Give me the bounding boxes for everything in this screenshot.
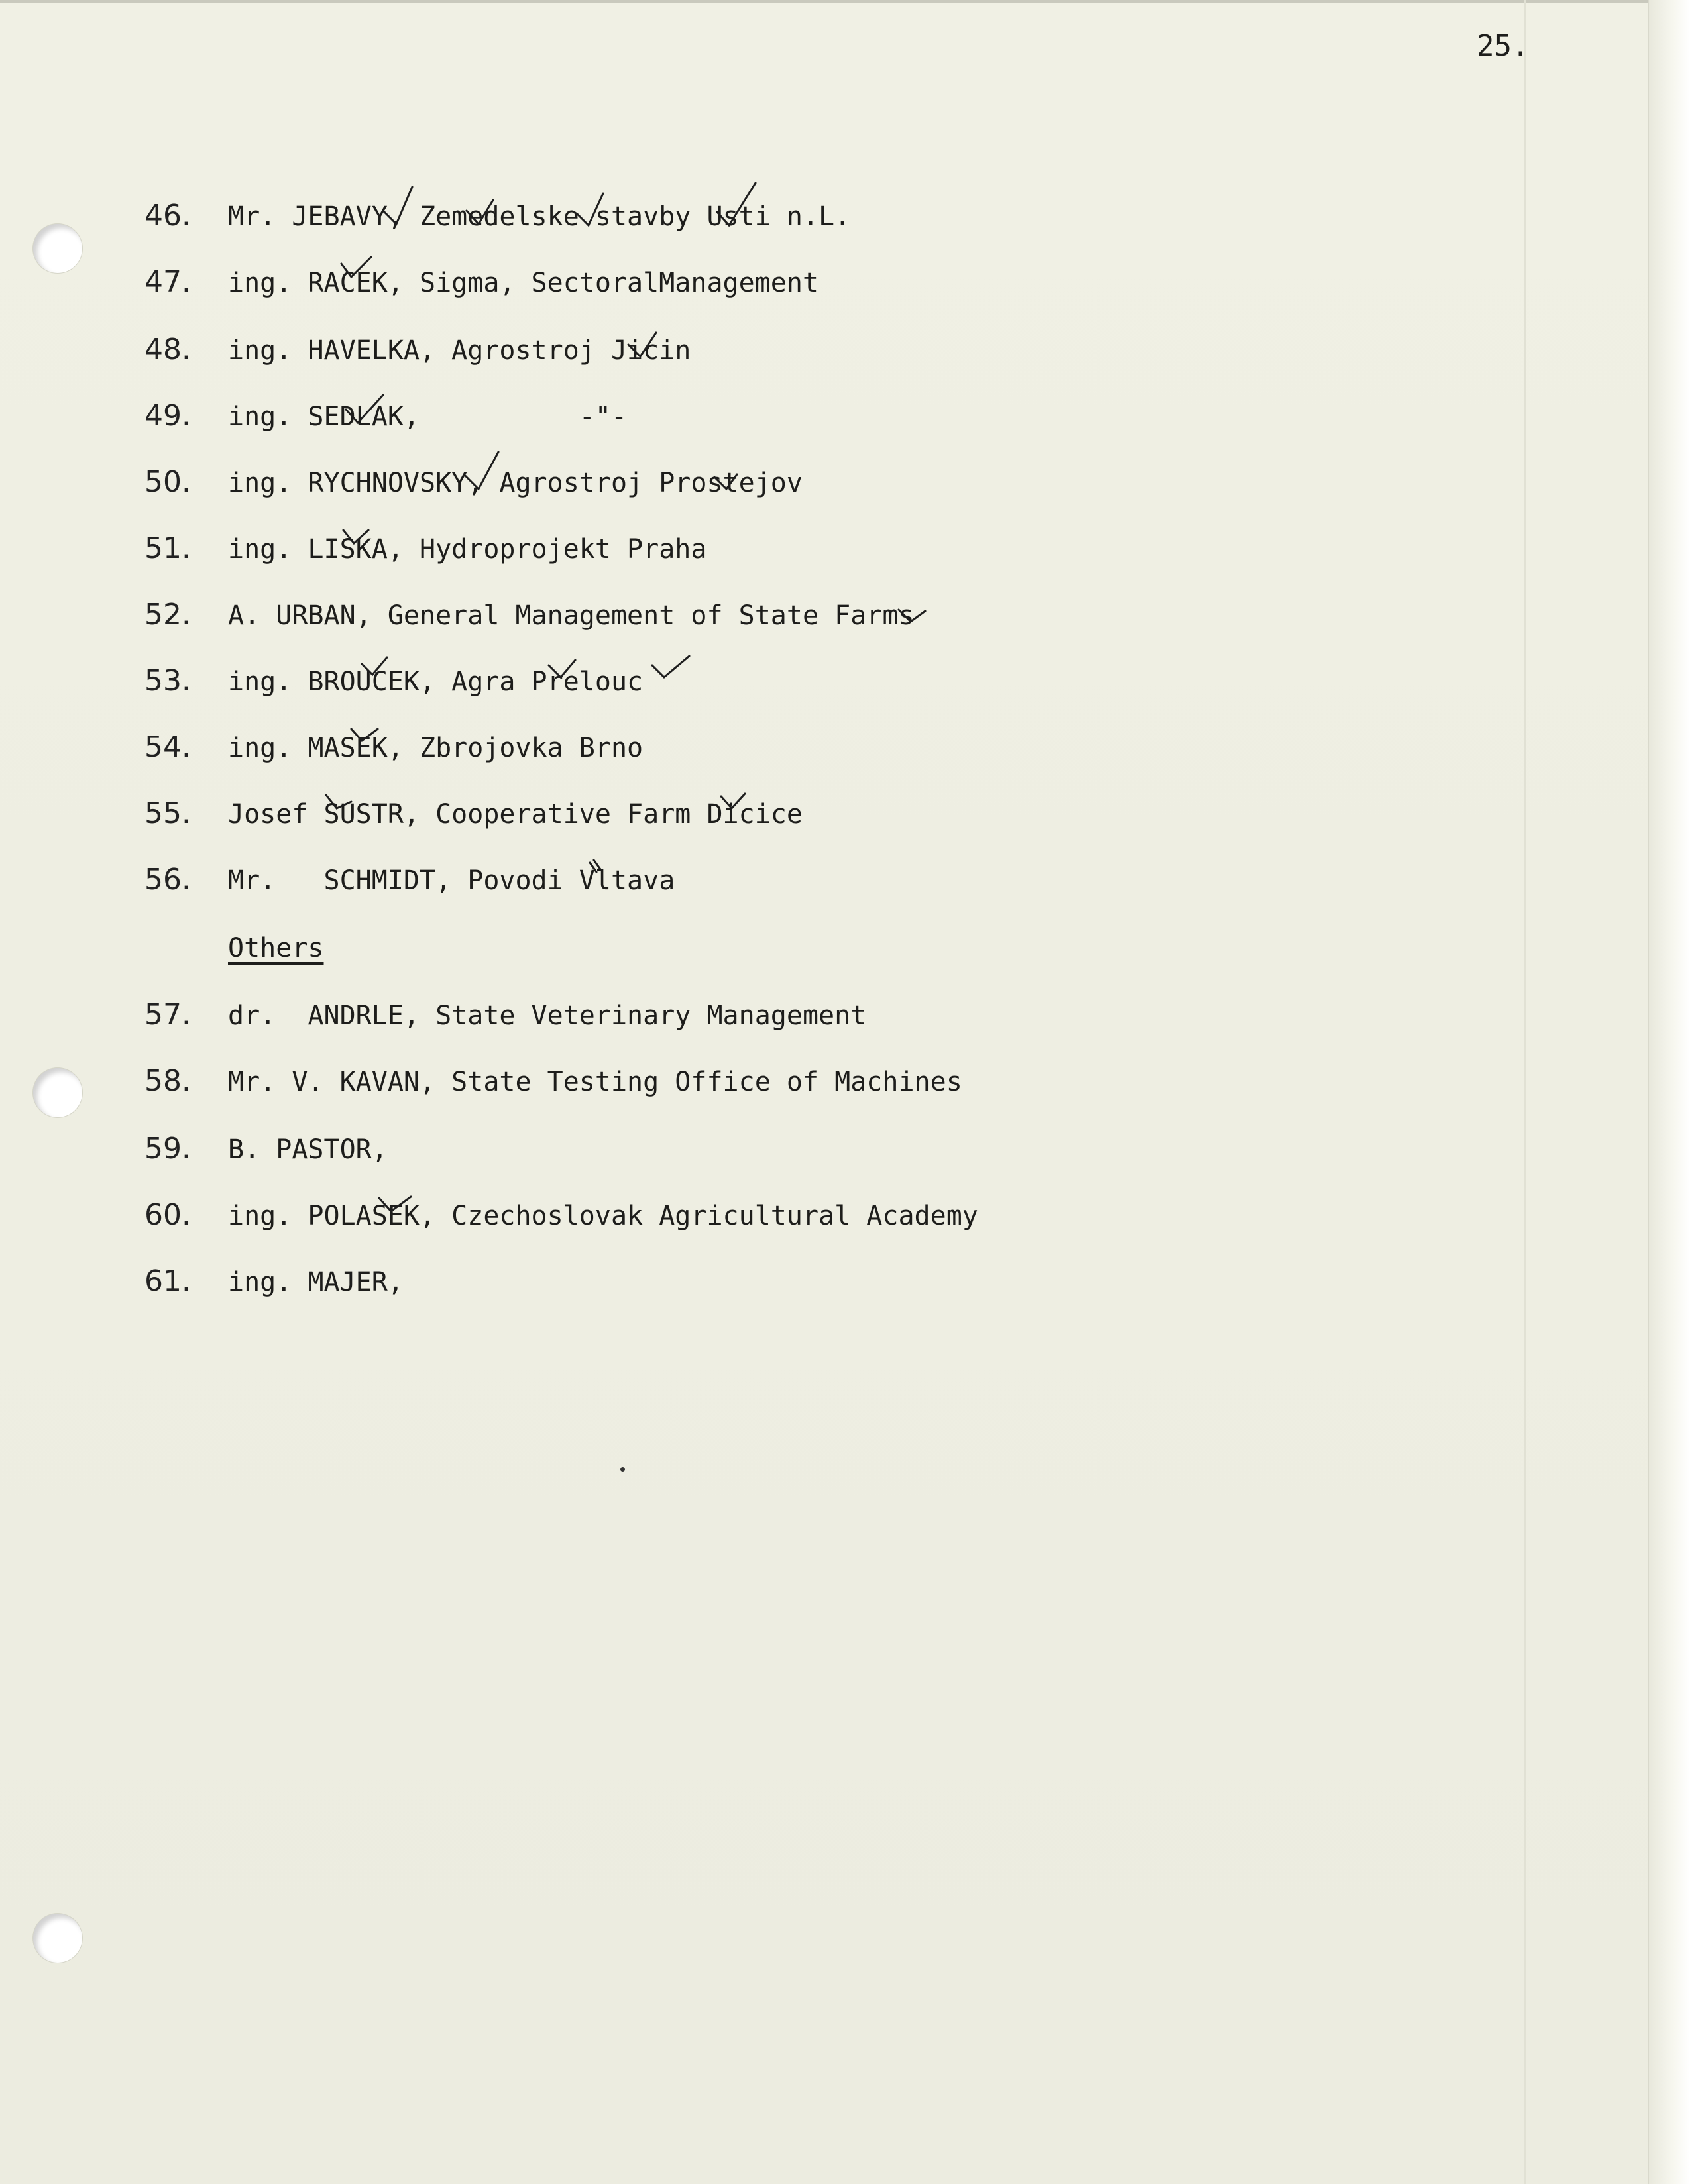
item-number: 55.: [144, 796, 191, 830]
others-heading: Others: [228, 933, 324, 963]
item-number: 48.: [144, 333, 191, 366]
list-item: [144, 1132, 388, 1169]
item-number: 57.: [144, 998, 191, 1032]
item-text: ing. LISKA, Hydroprojekt Praha: [228, 534, 707, 565]
item-text: B. PASTOR,: [228, 1134, 388, 1165]
item-text: ing. MAJER,: [228, 1267, 404, 1297]
inner-paper-edge: [1524, 0, 1526, 2184]
item-number: 50.: [144, 465, 191, 499]
list-item: [144, 199, 850, 236]
list-item: [144, 265, 818, 302]
item-text: ing. POLASEK, Czechoslovak Agricultural Academy: [228, 1201, 978, 1231]
item-number: 47.: [144, 265, 191, 299]
item-number: 56.: [144, 863, 191, 897]
item-number: 46.: [144, 199, 191, 233]
ink-speck: [620, 1467, 625, 1472]
item-text: ing. BROUCEK, Agra Prelouc: [228, 667, 644, 697]
item-text: ing. SEDLAK, -"-: [228, 402, 628, 432]
list-item: [144, 1198, 978, 1235]
top-paper-edge: [0, 0, 1690, 3]
item-number: 59.: [144, 1132, 191, 1166]
item-text: ing. HAVELKA, Agrostroj Jicin: [228, 335, 691, 366]
item-number: 60.: [144, 1198, 191, 1232]
item-number: 61.: [144, 1264, 191, 1298]
list-item: [144, 399, 627, 436]
item-number: 52.: [144, 598, 191, 631]
punch-hole-top: [33, 224, 82, 273]
item-text: dr. ANDRLE, State Veterinary Management: [228, 1001, 867, 1031]
list-item: [144, 1064, 962, 1101]
item-text: Mr. JEBAVY, Zemedelske stavby Usti n.L.: [228, 201, 851, 232]
punch-hole-bottom: [33, 1914, 82, 1963]
list-item: [144, 730, 643, 767]
item-number: 54.: [144, 730, 191, 764]
list-item: [144, 664, 643, 701]
item-text: A. URBAN, General Management of State Farms: [228, 600, 915, 631]
list-item: [144, 796, 803, 834]
item-number: 51.: [144, 531, 191, 565]
list-item: [144, 531, 706, 569]
list-item: [144, 465, 803, 502]
item-number: 58.: [144, 1064, 191, 1098]
item-text: ing. RYCHNOVSKY, Agrostroj Prostejov: [228, 468, 803, 498]
list-item: [144, 598, 915, 635]
item-text: Mr. V. KAVAN, State Testing Office of Machines: [228, 1067, 962, 1097]
item-text: ing. MASEK, Zbrojovka Brno: [228, 733, 644, 763]
list-item: [144, 863, 675, 900]
item-text: Mr. SCHMIDT, Povodi Vltava: [228, 865, 675, 896]
item-number: 53.: [144, 664, 191, 698]
right-paper-edge: [1648, 0, 1690, 2184]
list-item: [144, 333, 691, 370]
list-item: [144, 998, 866, 1035]
page-number: 25.: [1477, 29, 1530, 63]
punch-hole-middle: [33, 1068, 82, 1117]
accent-mark: [652, 656, 689, 677]
item-text: ing. RACEK, Sigma, SectoralManagement: [228, 268, 819, 298]
item-number: 49.: [144, 399, 191, 433]
list-item: [144, 1264, 404, 1301]
item-text: Josef SUSTR, Cooperative Farm Dicice: [228, 799, 803, 830]
